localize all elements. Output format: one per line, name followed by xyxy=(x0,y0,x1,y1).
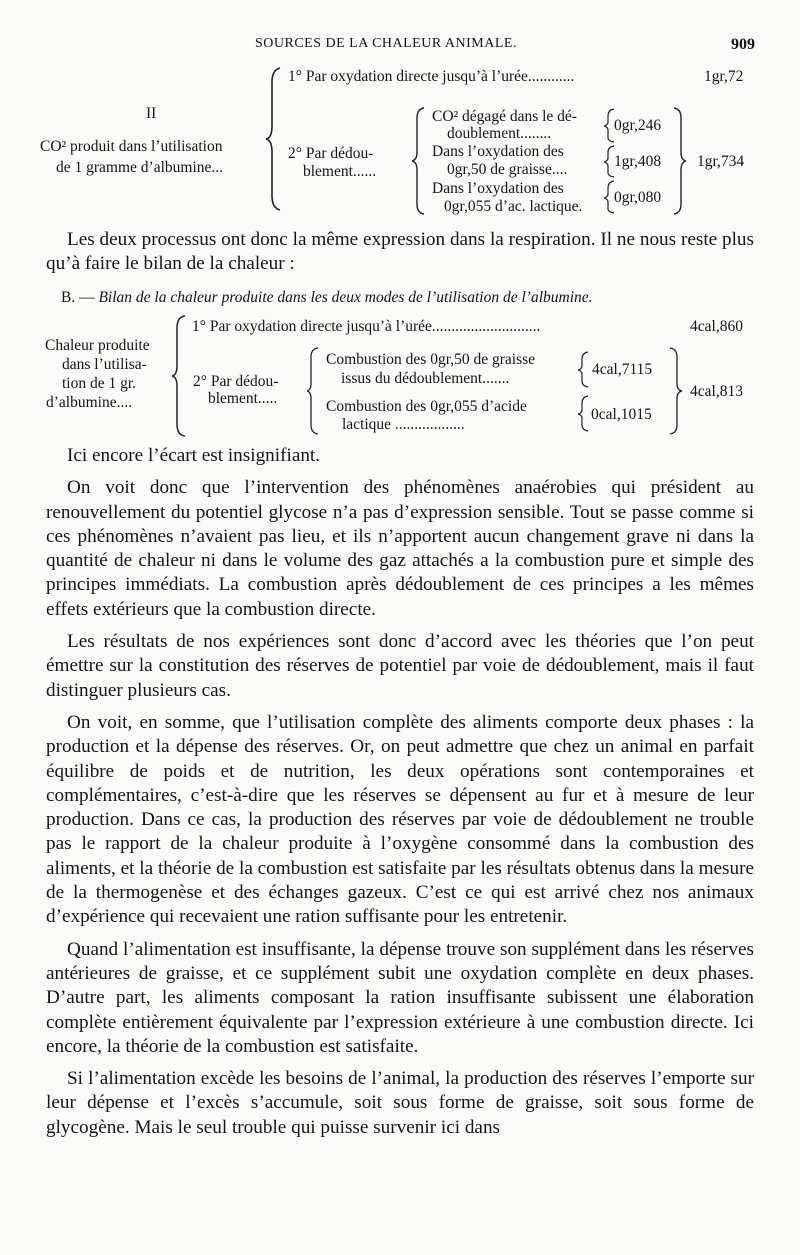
paragraph-4: On voit, en somme, que l’utilisation complète des aliments comporte deux phases : la production et la dépense des réserves. Or, on peut admettre que chez un animal en parfait équilibre de poids et de nutrition, les deux opérations sont contemporaines et complémentaires, c’est-à-dire que les réserves se dépensent au fur et à mesure de leur production. Dans ce cas, la production des réserves par voie de dédoublement ne trouble pas le rapport de la chaleur produite à l’oxygène consommé dans la combustion des aliments, et la théorie de la combustion est satisfaite par les résultats obtenus dans la mesure de la thermogenèse et des échanges gazeux. C’est ce qui est arrivé chez nos animaux d’expérience qui recevaient une ration suffisante pour les entretenir. xyxy=(46,711,754,928)
table2-sub1-value: 4cal,7115 xyxy=(592,361,653,378)
table1-mode1-value: 1gr,72 xyxy=(704,68,744,85)
table1-sub2-line2: 0gr,50 de graisse.... xyxy=(447,161,568,178)
table1-mode2-line1: 2° Par dédou- xyxy=(288,145,374,162)
table1-left-line2: de 1 gramme d’albumine... xyxy=(56,159,224,176)
table1-mode2-line2: blement...... xyxy=(303,163,377,180)
table2-sub2-value: 0cal,1015 xyxy=(591,406,652,423)
heat-table xyxy=(0,0,800,440)
table2-mode1-value: 4cal,860 xyxy=(690,318,743,335)
table2-left-line4: d’albumine.... xyxy=(46,394,133,411)
table1-roman: II xyxy=(146,105,157,122)
paragraph-3: Les résultats de nos expériences sont donc d’accord avec les théories que l’on peut émettre sur la constitution des réserves de potentiel par voie de dédoublement, mais il faut distinguer plusieurs cas. xyxy=(46,631,754,701)
table1-sub2-value: 1gr,408 xyxy=(614,153,662,170)
body-text xyxy=(46,444,754,1148)
table2-mode1: 1° Par oxydation directe jusqu’à l’urée............................ xyxy=(192,318,541,335)
table1-sub1-line2: doublement........ xyxy=(447,125,552,142)
intro-text: Les deux processus ont donc la même expression dans la respiration. Il ne nous reste plus qu’à faire le bilan de la chaleur : xyxy=(46,229,754,275)
paragraph-5: Quand l’alimentation est insuffisante, la dépense trouve son supplément dans les réserves antérieures de graisse, et ce supplément subit une oxydation complète en deux phases. D’autre part, les aliments composant la ration insuffisante subissent une élaboration complète entièrement équivalente par l’expression extérieure à une combustion directe. Ici encore, la théorie de la combustion est satisfaite. xyxy=(46,938,754,1057)
table2-sub2-line1: Combustion des 0gr,055 d’acide xyxy=(326,398,527,415)
table1-sub2-line1: Dans l’oxydation des xyxy=(432,143,564,160)
table1-left-line1: CO² produit dans l’utilisation xyxy=(40,138,223,155)
page-number: 909 xyxy=(731,36,755,53)
table2-left-line3: tion de 1 gr. xyxy=(62,375,137,392)
table2-total: 4cal,813 xyxy=(690,383,743,400)
table1-sub3-value: 0gr,080 xyxy=(614,189,662,206)
table2-mode2-line1: 2° Par dédou- xyxy=(193,373,279,390)
header-title: SOURCES DE LA CHALEUR ANIMALE. xyxy=(255,36,517,51)
paragraph-6: Si l’alimentation excède les besoins de l’animal, la production des réserves l’emporte sur leur dépense et l’excès s’accumule, soit sous forme de graisse, soit sous forme de glycogène. Mais le seul trouble qui puisse survenir ici dans xyxy=(46,1068,754,1138)
paragraph-1: Ici encore l’écart est insignifiant. xyxy=(67,445,321,466)
paragraph-2: On voit donc que l’intervention des phénomènes anaérobies qui président au renouvellement du potentiel glycose n’a pas d’expression sensible. Tout se passe comme si ces phénomènes n’avaient pas lieu, et ils n’apportent aucun changement grave ni dans la quantité de chaleur ni dans le volume des gaz attachés a la combustion pure et simple des principes immédiats. La combustion après dédoublement de ces principes a les mêmes effets extérieurs que la combustion directe. xyxy=(46,477,754,620)
table2-value-braces xyxy=(578,350,590,434)
table2-mode2-line2: blement..... xyxy=(208,390,278,407)
table2-inner-brace xyxy=(307,346,321,436)
table1-total: 1gr,734 xyxy=(697,153,745,170)
bilan-title: Bilan de la chaleur produite dans les deux modes de l’utilisation de l’albumine. xyxy=(98,289,593,306)
bilan-label: B. — xyxy=(61,289,95,306)
table1-sub1-value: 0gr,246 xyxy=(614,117,662,134)
table2-sub2-line2: lactique .................. xyxy=(342,416,465,433)
table2-left-line2: dans l’utilisa- xyxy=(62,356,147,373)
table2-left-line1: Chaleur produite xyxy=(45,337,150,354)
table1-sub3-line1: Dans l’oxydation des xyxy=(432,180,564,197)
table2-sub1-line1: Combustion des 0gr,50 de graisse xyxy=(326,351,536,368)
table2-sub1-line2: issus du dédoublement....... xyxy=(341,370,510,387)
table2-right-brace xyxy=(668,346,682,436)
table1-sub1-line1: CO² dégagé dans le dé- xyxy=(432,108,577,125)
table1-mode1: 1° Par oxydation directe jusqu’à l’urée............ xyxy=(288,68,575,85)
table2-outer-brace xyxy=(172,314,190,438)
table1-sub3-line2: 0gr,055 d’ac. lactique. xyxy=(444,198,583,215)
